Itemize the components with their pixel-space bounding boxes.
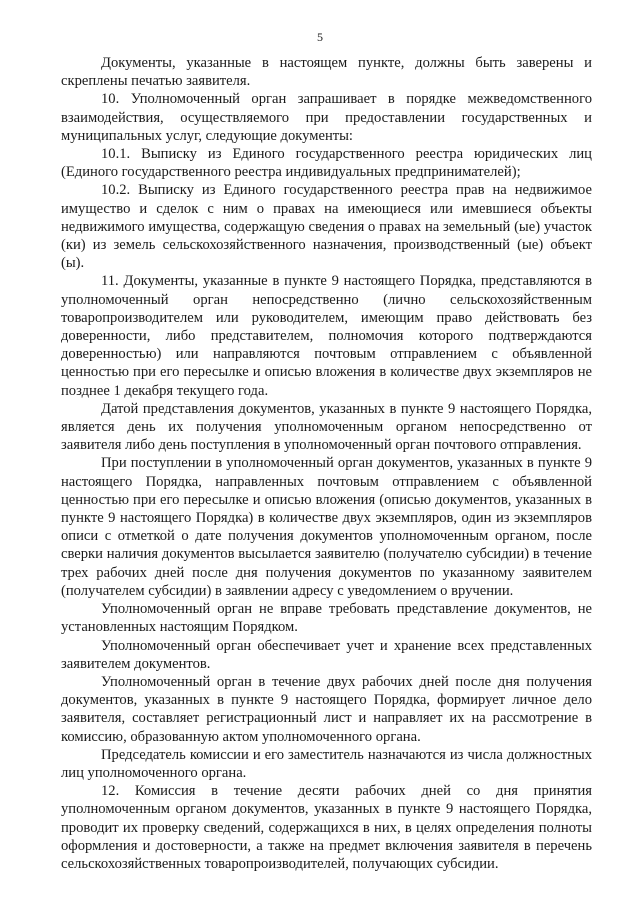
paragraph-10-2: 10.2. Выписку из Единого государственного реестра прав на недвижимое имущество и сделок с ним о правах на имеющиеся или имевшиеся объекты недвижимого имущества, содержащую сведения о правах на земельный (ые) участок (ки) из земель сельскохозяйственного назначения, производственный (ые) объект (ы). xyxy=(61,182,592,272)
paragraph-10: 10. Уполномоченный орган запрашивает в порядке межведомственного взаимодействия, осуществляемого при предоставлении государственных и муниципальных услуг, следующие документы: xyxy=(61,91,592,144)
paragraph-certification: Документы, указанные в настоящем пункте, должны быть заверены и скреплены печатью заявителя. xyxy=(61,55,592,90)
paragraph-commission-chair: Председатель комиссии и его заместитель назначаются из числа должностных лиц уполномоченного органа. xyxy=(61,746,592,781)
page-number: 5 xyxy=(317,30,323,44)
paragraph-no-extra-documents: Уполномоченный орган не вправе требовать представление документов, не установленных настоящим Порядком. xyxy=(61,601,592,636)
paragraph-12: 12. Комиссия в течение десяти рабочих дней со дня принятия уполномоченным органом документов, указанных в пункте 9 настоящего Порядка, проводит их проверку сведений, содержащихся в них, в целях определения полноты оформления и достоверности, а также на предмет включения заявителя в перечень сельскохозяйственных товаропроизводителей, получающих субсидии. xyxy=(61,783,592,872)
paragraph-personal-file: Уполномоченный орган в течение двух рабочих дней после дня получения документов, указанных в пункте 9 настоящего Порядка, формирует личное дело заявителя, составляет регистрационный лист и направляет их на рассмотрение в комиссию, образованную актом уполномоченного органа. xyxy=(61,673,592,745)
paragraph-11: 11. Документы, указанные в пункте 9 настоящего Порядка, представляются в уполномоченный орган непосредственно (лично сельскохозяйственным товаропроизводителем или руководителем, имеющим право действовать без доверенности, либо представителем, полномочия которого подтверждаются доверенностью) или направляются почтовым отправлением с объявленной ценностью при его пересылке и описью вложения в количестве двух экземпляров не позднее 1 декабря текущего года. xyxy=(61,273,592,399)
document-body xyxy=(61,54,592,873)
paragraph-postal-receipt: При поступлении в уполномоченный орган документов, указанных в пункте 9 настоящего Порядка, направленных почтовым отправлением с объявленной ценностью при его пересылке и описью вложения (описью документов, указанных в пункте 9 настоящего Порядка) в количестве двух экземпляров, один из экземпляров описи с отметкой о дате получения документов уполномоченным органом, после сверки наличия документов высылается заявителю (получателю субсидии) в течение трех рабочих дней после дня получения документов по указанному заявителем (получателем субсидии) в заявлении адресу с уведомлением о вручении. xyxy=(61,455,592,599)
paragraph-document-storage: Уполномоченный орган обеспечивает учет и хранение всех представленных заявителем документов. xyxy=(61,637,592,672)
paragraph-submission-date: Датой представления документов, указанных в пункте 9 настоящего Порядка, является день их получения уполномоченным органом непосредственно от заявителя либо день поступления в уполномоченный орган почтового отправления. xyxy=(61,400,592,454)
paragraph-10-1: 10.1. Выписку из Единого государственного реестра юридических лиц (Единого государственного реестра индивидуальных предпринимателей); xyxy=(61,146,592,181)
